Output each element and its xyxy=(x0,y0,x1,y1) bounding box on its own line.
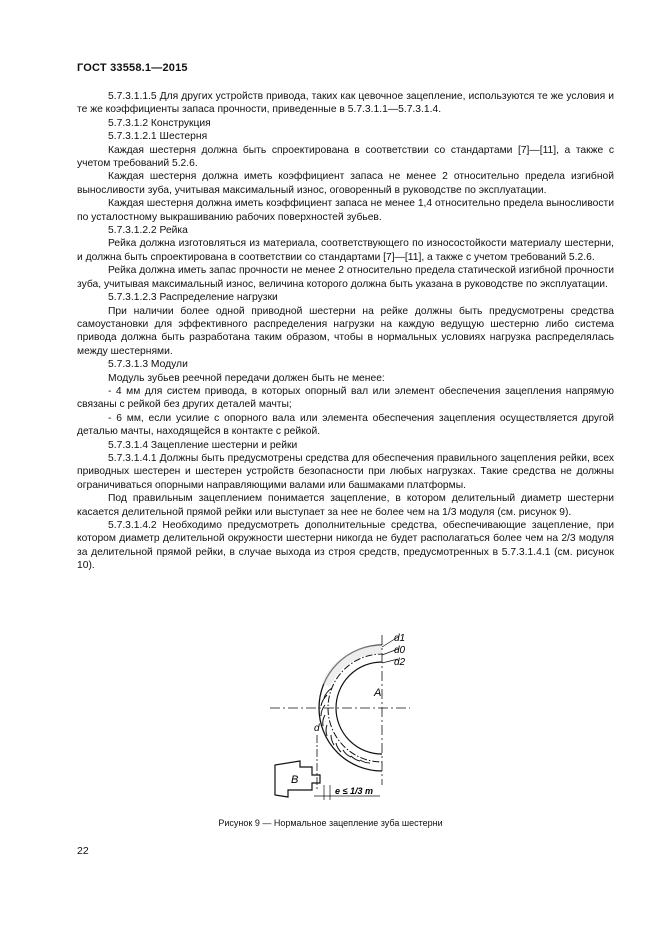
document-header: ГОСТ 33558.1—2015 xyxy=(77,62,188,74)
label-d2: d2 xyxy=(394,657,406,668)
paragraph: Рейка должна иметь запас прочности не менее 2 относительно предела статической изгибной прочности зуба, учитывая максимальный износ, величина которого должна быть указана в руководстве по эксплуатации. xyxy=(77,265,614,290)
paragraph: 5.7.3.1.1.5 Для других устройств привода, таких как цевочное зацепление, используются те же условия и те же коэффициенты запаса прочности, приведенные в 5.7.3.1.1—5.7.3.1.4. xyxy=(77,91,614,116)
paragraph: Каждая шестерня должна быть спроектирована в соответствии со стандартами [7]—[11], а также с учетом требований 5.2.6. xyxy=(77,144,614,170)
section-heading: 5.7.3.1.3 Модули xyxy=(108,359,188,371)
label-d1: d1 xyxy=(394,633,406,644)
section-heading: 5.7.3.1.2.1 Шестерня xyxy=(108,131,208,143)
section-heading: 5.7.3.1.2 Конструкция xyxy=(108,117,211,129)
paragraph: Каждая шестерня должна иметь коэффициент запаса не менее 2 относительно предела изгибной выносливости зуба, учитывая максимальный износ, оговоренный в руководстве по эксплуатации. xyxy=(77,171,614,196)
label-B: B xyxy=(291,774,299,786)
paragraph: 5.7.3.1.4.2 Необходимо предусмотреть дополнительные средства, обеспечивающие зацепление, при котором диаметр делительной окружности шестерни никогда не будет располагаться более чем на 2/3 модуля за делительной прямой рейки, в случае выхода из строя средств, предусмотренных в 5.7.3.1.4.1 (см. рисунок 10). xyxy=(77,520,614,572)
list-item: - 4 мм для систем привода, в которых опорный вал или элемент обеспечения зацепления напрямую связаны с рейкой без других деталей мачты; xyxy=(77,385,614,411)
figure-9 xyxy=(270,625,440,800)
label-d: d xyxy=(314,723,320,734)
paragraph: Под правильным зацеплением понимается зацепление, в котором делительный диаметр шестерни касается делительной прямой рейки или выступает за нее не более чем на 1/3 модуля (см. рисунок 9). xyxy=(77,493,614,518)
gear-rack-diagram xyxy=(270,625,440,800)
paragraph: Каждая шестерня должна иметь коэффициент запаса не менее 1,4 относительно предела выносливости по усталостному выкрашиванию рабочих поверхностей зубьев. xyxy=(77,198,614,223)
page-number: 22 xyxy=(77,845,89,857)
paragraph: Рейка должна изготовляться из материала, соответствующего по износостойкости материалу шестерни, и должна быть спроектирована в соответствии со стандартами [7]—[11], а также с учетом требований 5.2.6. xyxy=(77,238,614,263)
paragraph: 5.7.3.1.4.1 Должны быть предусмотрены средства для обеспечения правильного зацепления рейки, всех приводных шестерен и шестерен устройств безопасности при любых нагрузках. Такие средства не должны ограничиваться опорными направляющими валами или башмаками платформы. xyxy=(77,452,614,491)
label-A: A xyxy=(374,687,382,699)
list-item: - 6 мм, если усилие с опорного вала или элемента обеспечения зацепления осуществляется другой деталью мачты, находящейся в контакте с рейкой. xyxy=(77,412,614,438)
paragraph: При наличии более одной приводной шестерни на рейке должны быть предусмотрены средства самоустановки для эффективного распределения нагрузки на каждую ведущую шестерню либо система привода должна быть разработана таким образом, чтобы в нормальных условиях нагрузка распределялась между шестернями. xyxy=(77,305,614,357)
label-d0: d0 xyxy=(394,645,406,656)
figure-caption: Рисунок 9 — Нормальное зацепление зуба шестерни xyxy=(218,818,443,828)
paragraph: Модуль зубьев реечной передачи должен быть не менее: xyxy=(108,372,385,384)
section-heading: 5.7.3.1.2.3 Распределение нагрузки xyxy=(108,292,278,304)
document-body xyxy=(77,90,614,573)
label-e: e ≤ 1/3 m xyxy=(335,786,373,796)
section-heading: 5.7.3.1.4 Зацепление шестерни и рейки xyxy=(108,439,298,451)
section-heading: 5.7.3.1.2.2 Рейка xyxy=(108,225,188,237)
